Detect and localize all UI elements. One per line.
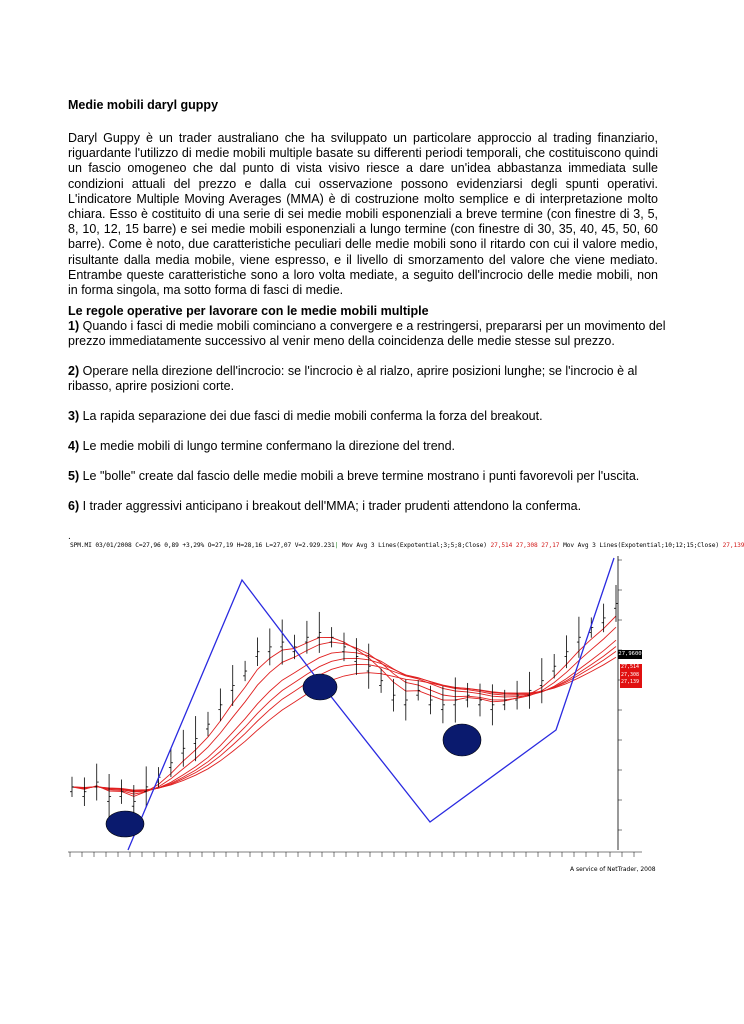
rule-3 xyxy=(68,409,668,424)
rule-number: 4) xyxy=(68,439,80,453)
header-indicator-2: Mov Avg 3 Lines(Expotential;10;12;15;Close) xyxy=(559,542,723,549)
rules-heading: Le regole operative per lavorare con le medie mobili multiple xyxy=(68,304,429,318)
rule-number: 5) xyxy=(68,469,80,483)
rule-number: 2) xyxy=(68,364,80,378)
mma-label: 27,308 xyxy=(621,671,640,678)
crossing-bubble xyxy=(106,811,144,837)
document-title: Medie mobili daryl guppy xyxy=(68,98,219,112)
last-price-label: 27,9600 xyxy=(618,651,642,657)
mma-line xyxy=(72,647,616,792)
rule-number: 6) xyxy=(68,499,80,513)
rule-text: Quando i fasci di medie mobili cominciano a convergere e a restringersi, prepararsi per un movimento del prezzo immediatamente successivo al venir meno della coincidenza delle medie stesse sul prezzo. xyxy=(68,319,666,349)
rule-5 xyxy=(68,469,668,484)
header-values-2: 27,139 xyxy=(722,542,744,549)
header-indicator-1: Mov Avg 3 Lines(Expotential;3;5;8;Close) xyxy=(338,542,491,549)
mma-chart xyxy=(68,540,744,876)
header-quote: SPM.MI 03/01/2008 C=27,96 0,89 +3,29% O=27,19 H=28,16 L=27,07 V=2.929.231 xyxy=(70,542,335,549)
header-sep: | xyxy=(334,542,339,549)
stray-dot: . xyxy=(68,531,71,542)
chart-canvas xyxy=(68,540,642,876)
rule-4 xyxy=(68,439,668,454)
rule-text: Le medie mobili di lungo termine confermano la direzione del trend. xyxy=(79,439,456,453)
rule-number: 1) xyxy=(68,319,80,333)
rule-text: I trader aggressivi anticipano i breakout dell'MMA; i trader prudenti attendono la conferma. xyxy=(79,499,582,513)
mma-value-labels xyxy=(620,664,642,688)
mma-label: 27,139 xyxy=(621,679,640,685)
rule-6 xyxy=(68,499,668,514)
intro-paragraph: Daryl Guppy è un trader australiano che ha sviluppato un particolare approccio al trading finanziario, riguardante l'utilizzo di medie mobili multiple basate su differenti periodi temporali, che costituiscono quindi un fascio omogeneo che dal punto di vista visivo riesce a dare un'idea abbastanza immediata sulle condizioni attuali del prezzo e dalla cui osservazione possono evidenziarsi degli spunti operativi. L'indicatore Multiple Moving Averages (MMA) è di costruzione molto semplice e di interpretazione molto chiara. Esso è costituito di una serie di sei medie mobili esponenziali a breve termine (con finestre di 3, 5, 8, 10, 12, 15 barre) e sei medie mobili esponenziali a lungo termine (con finestre di 30, 35, 40, 45, 50, 60 barre). Come è noto, due caratteristiche peculiari delle medie mobili sono il ritardo con cui il valore medio, risultante dalla media mobile, viene espresso, e il livello di smorzamento del valore che viene mediato. Entrambe queste caratteristiche sono a loro volta mediate, a seguito dell'incrocio delle medie mobili, non in forma singola, ma sotto forma di fasci di medie. xyxy=(68,131,658,298)
crossing-bubble xyxy=(303,674,337,700)
rule-1 xyxy=(68,319,668,349)
mma-line xyxy=(72,651,616,790)
mma-line xyxy=(72,657,616,790)
rule-number: 3) xyxy=(68,409,80,423)
rule-text: La rapida separazione dei due fasci di medie mobili conferma la forza del breakout. xyxy=(79,409,543,423)
chart-credit: A service of NetTrader, 2008 xyxy=(570,866,656,873)
rule-2 xyxy=(68,364,668,394)
trend-zigzag-line xyxy=(128,558,614,850)
rule-text: Le "bolle" create dal fascio delle medie mobili a breve termine mostrano i punti favorevoli per l'uscita. xyxy=(79,469,640,483)
mma-label: 27,514 xyxy=(621,664,640,670)
rule-text: Operare nella direzione dell'incrocio: se l'incrocio è al rialzo, aprire posizioni lunghe; se l'incrocio è al ribasso, aprire posizioni corte. xyxy=(68,364,638,394)
crossing-bubble xyxy=(443,724,481,756)
chart-header xyxy=(70,542,744,549)
header-values-1: 27,514 27,308 27,17 xyxy=(490,542,560,549)
mma-line xyxy=(72,640,616,792)
